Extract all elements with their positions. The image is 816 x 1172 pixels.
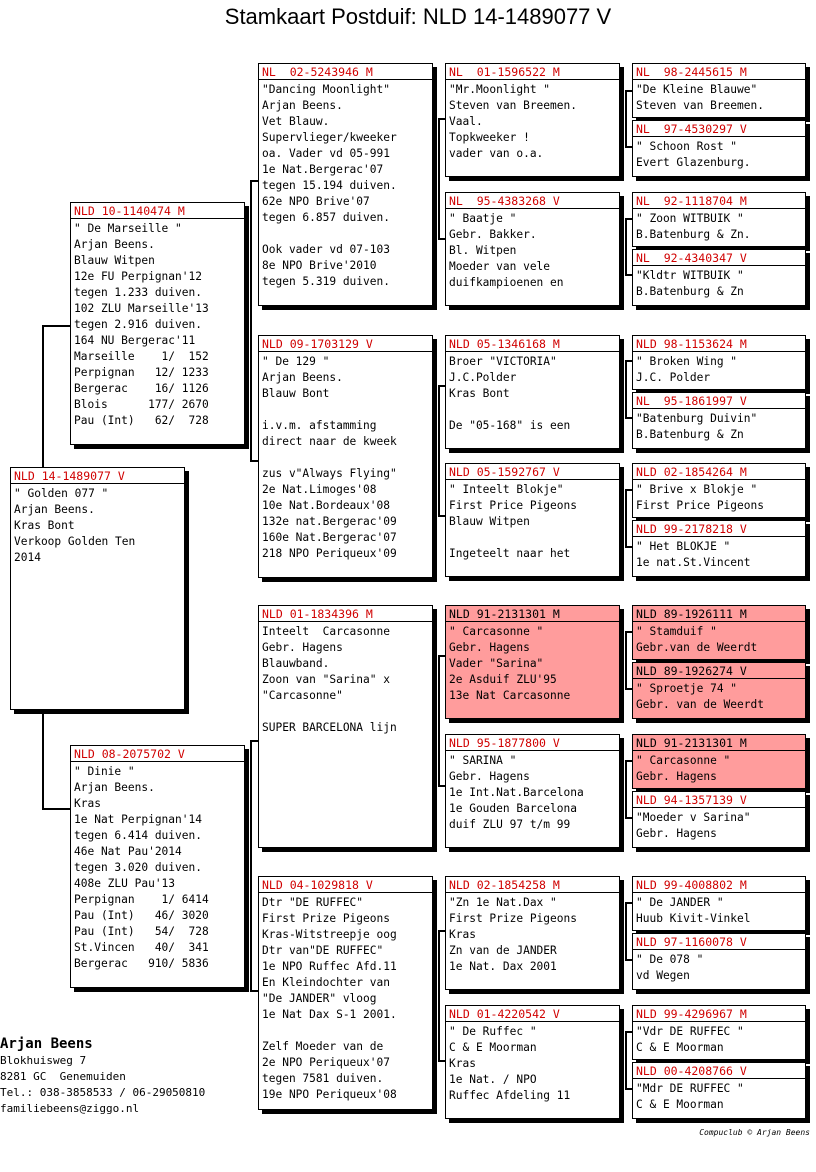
pigeon-details (633, 209, 805, 245)
owner-address-city: 8281 GC Genemuiden (0, 1070, 126, 1083)
pigeon-card-g16[interactable] (632, 1062, 806, 1119)
ring-number: NLD 01-4220542 V (446, 1006, 619, 1022)
detail-line: "De Kleine Blauwe" (636, 83, 758, 96)
detail-line: " De Ruffec " (449, 1025, 537, 1038)
detail-line: 2014 (14, 551, 41, 564)
detail-line: vader van o.a. (449, 147, 544, 160)
detail-line: 1e Gouden Barcelona (449, 802, 577, 815)
detail-line: "Dancing Moonlight" (262, 83, 390, 96)
detail-line (262, 402, 429, 418)
detail-line: B.Batenburg & Zn. (636, 228, 751, 241)
pigeon-details (259, 893, 432, 1105)
detail-line: " Carcasonne " (636, 754, 731, 767)
detail-line: " Inteelt Blokje" (449, 483, 564, 496)
detail-line: 1e Int.Nat.Barcelona (449, 786, 584, 799)
pigeon-details (259, 622, 432, 738)
detail-line: "Mdr DE RUFFEC " (636, 1082, 744, 1095)
detail-line: Evert Glazenburg. (636, 156, 751, 169)
pigeon-card-g2[interactable] (632, 120, 806, 177)
detail-line: " Schoon Rost " (636, 140, 738, 153)
pigeon-card-g12[interactable] (632, 791, 806, 848)
detail-line: " De JANDER " (636, 896, 724, 909)
pigeon-details (446, 480, 619, 564)
pigeon-details (633, 352, 805, 388)
detail-line: Marseille 1/ 152 (74, 350, 209, 363)
detail-line: " Golden 077 " (14, 487, 109, 500)
detail-line: Perpignan 12/ 1233 (74, 366, 209, 379)
pigeon-card-g5[interactable] (632, 335, 806, 390)
detail-line: Zoon van "Sarina" x (262, 673, 390, 686)
detail-line: First Price Pigeons (449, 499, 577, 512)
detail-line: Arjan Beens. (262, 99, 343, 112)
detail-line: 10e Nat.Bordeaux'08 (262, 499, 390, 512)
detail-line: "De JANDER" vloog (262, 992, 377, 1005)
ring-number: NLD 94-1357139 V (633, 792, 805, 808)
detail-line: Blauw Bont (262, 387, 330, 400)
pigeon-card-dds[interactable] (445, 876, 620, 990)
detail-line: Gebr. Hagens (636, 827, 717, 840)
detail-line: Bl. Witpen (449, 244, 517, 257)
detail-line: Steven van Breemen. (449, 99, 577, 112)
detail-line: tegen 7581 duiven. (262, 1072, 384, 1085)
detail-line: C & E Moorman (636, 1098, 724, 1111)
detail-line: 218 NPO Periqueux'09 (262, 547, 397, 560)
pigeon-card-ssd[interactable] (445, 192, 620, 306)
detail-line: Gebr. Hagens (636, 770, 717, 783)
detail-line: duif ZLU 97 t/m 99 (449, 818, 571, 831)
ring-number: NL 92-1118704 M (633, 193, 805, 209)
ring-number: NLD 05-1592767 V (446, 464, 619, 480)
detail-line: Gebr.van de Weerdt (636, 641, 758, 654)
detail-line: "Vdr DE RUFFEC " (636, 1025, 744, 1038)
detail-line: Inteelt Carcasonne (262, 625, 390, 638)
pigeon-details (446, 751, 619, 835)
pigeon-card-dam[interactable] (70, 745, 245, 988)
detail-line: Pau (Int) 62/ 728 (74, 414, 209, 427)
ring-number: NLD 91-2131301 M (446, 606, 619, 622)
ring-number: NLD 10-1140474 M (71, 203, 244, 219)
pigeon-details (71, 219, 244, 431)
connector-line (625, 360, 627, 417)
detail-line: "Batenburg Duivin" (636, 412, 758, 425)
detail-line: " Sproetje 74 " (636, 682, 738, 695)
pigeon-card-sire[interactable] (70, 202, 245, 445)
detail-line: 46e Nat Pau'2014 (74, 845, 182, 858)
pigeon-card-g6[interactable] (632, 392, 806, 449)
ring-number: NLD 14-1489077 V (11, 468, 184, 484)
pigeon-card-dsd[interactable] (445, 734, 620, 848)
pigeon-card-sire-sire[interactable] (258, 63, 433, 306)
detail-line: J.C.Polder (449, 371, 517, 384)
detail-line: 1e Nat Perpignan'14 (74, 813, 202, 826)
connector-line (42, 325, 44, 470)
connector-line (625, 489, 627, 546)
pigeon-details (633, 80, 805, 116)
pigeon-details (633, 1022, 805, 1058)
pigeon-card-g15[interactable] (632, 1005, 806, 1060)
detail-line: De "05-168" is een (449, 419, 571, 432)
pigeon-details (11, 484, 184, 568)
detail-line (262, 704, 429, 720)
pigeon-details (71, 762, 244, 974)
detail-line: En Kleindochter van (262, 976, 390, 989)
detail-line: 1e Nat.Bergerac'07 (262, 163, 384, 176)
detail-line: Moeder van vele (449, 260, 551, 273)
detail-line: 2e NPO Periqueux'07 (262, 1056, 390, 1069)
ring-number: NL 95-4383268 V (446, 193, 619, 209)
detail-line: Arjan Beens. (74, 781, 155, 794)
ring-number: NL 02-5243946 M (259, 64, 432, 80)
detail-line: Topkweeker ! (449, 131, 530, 144)
detail-line: Kras Bont (449, 387, 510, 400)
connector-line (42, 708, 44, 808)
detail-line: tegen 2.916 duiven. (74, 318, 202, 331)
pigeon-card-g14[interactable] (632, 933, 806, 990)
pigeon-card-g10[interactable] (632, 662, 806, 719)
page-title: Stamkaart Postduif: NLD 14-1489077 V (224, 4, 612, 29)
pigeon-details (446, 893, 619, 977)
detail-line: Kras (74, 797, 101, 810)
pigeon-details (633, 679, 805, 715)
detail-line: 102 ZLU Marseille'13 (74, 302, 209, 315)
ring-number: NLD 95-1877800 V (446, 735, 619, 751)
detail-line: 1e Nat. / NPO (449, 1073, 537, 1086)
detail-line: Vet Blauw. (262, 115, 330, 128)
owner-phone: Tel.: 038-3858533 / 06-29050810 (0, 1086, 206, 1099)
pigeon-details (633, 266, 805, 302)
detail-line: 19e NPO Periqueux'08 (262, 1088, 397, 1101)
detail-line: Dtr "DE RUFFEC" (262, 896, 364, 909)
detail-line (262, 226, 429, 242)
detail-line: Gebr. Bakker. (449, 228, 537, 241)
detail-line: Blauw Witpen (74, 254, 155, 267)
connector-line (625, 218, 627, 274)
detail-line: Supervlieger/kweeker (262, 131, 397, 144)
ring-number: NLD 89-1926111 M (633, 606, 805, 622)
detail-line: St.Vincen 40/ 341 (74, 941, 209, 954)
detail-line: tegen 5.319 duiven. (262, 275, 390, 288)
detail-line: Perpignan 1/ 6414 (74, 893, 209, 906)
detail-line: Arjan Beens. (74, 238, 155, 251)
connector-line (250, 180, 252, 460)
detail-line: "Moeder v Sarina" (636, 811, 751, 824)
detail-line: Blauwband. (262, 657, 330, 670)
detail-line: Vader "Sarina" (449, 657, 544, 670)
detail-line: First Prize Pigeons (262, 912, 390, 925)
detail-line: Ingeteelt naar het (449, 547, 571, 560)
connector-line (42, 325, 72, 327)
owner-info (0, 1035, 205, 1117)
pigeon-details (446, 622, 619, 706)
pigeon-details (633, 137, 805, 173)
detail-line: Ook vader vd 07-103 (262, 243, 390, 256)
detail-line: Gebr. Hagens (262, 641, 343, 654)
connector-line (625, 1031, 627, 1088)
detail-line: 62e NPO Brive'07 (262, 195, 370, 208)
ring-number: NLD 99-2178218 V (633, 521, 805, 537)
detail-line: " Broken Wing " (636, 355, 738, 368)
detail-line: Vaal. (449, 115, 483, 128)
pigeon-details (633, 537, 805, 573)
detail-line: duifkampioenen en (449, 276, 564, 289)
detail-line: Arjan Beens. (262, 371, 343, 384)
detail-line (262, 1023, 429, 1039)
pigeon-details (633, 1079, 805, 1115)
connector-line (438, 118, 440, 238)
detail-line: "Carcasonne" (262, 689, 343, 702)
pigeon-details (446, 80, 619, 164)
detail-line: Pau (Int) 54/ 728 (74, 925, 209, 938)
detail-line: Bergerac 910/ 5836 (74, 957, 209, 970)
detail-line: Arjan Beens. (14, 503, 95, 516)
detail-line: 2e Nat.Limoges'08 (262, 483, 377, 496)
owner-address-street: Blokhuisweg 7 (0, 1054, 87, 1067)
detail-line: Steven van Breemen. (636, 99, 764, 112)
pigeon-details (633, 751, 805, 787)
ring-number: NLD 91-2131301 M (633, 735, 805, 751)
detail-line: Kras Bont (14, 519, 75, 532)
ring-number: NLD 09-1703129 V (259, 336, 432, 352)
ring-number: NL 01-1596522 M (446, 64, 619, 80)
detail-line: Zelf Moeder van de (262, 1040, 384, 1053)
detail-line: "Zn 1e Nat.Dax " (449, 896, 557, 909)
detail-line: " Brive x Blokje " (636, 483, 758, 496)
pigeon-details (259, 80, 432, 292)
ring-number: NLD 89-1926274 V (633, 663, 805, 679)
pigeon-details (633, 808, 805, 844)
connector-line (438, 930, 440, 1060)
detail-line: 8e NPO Brive'2010 (262, 259, 377, 272)
connector-line (625, 760, 627, 817)
ring-number: NLD 02-1854258 M (446, 877, 619, 893)
detail-line: " De 078 " (636, 953, 704, 966)
detail-line: 12e FU Perpignan'12 (74, 270, 202, 283)
pigeon-card-sds[interactable] (445, 335, 620, 449)
detail-line (449, 402, 616, 418)
detail-line: Bergerac 16/ 1126 (74, 382, 209, 395)
detail-line: Dtr van"DE RUFFEC" (262, 944, 384, 957)
detail-line: J.C. Polder (636, 371, 711, 384)
detail-line: Pau (Int) 46/ 3020 (74, 909, 209, 922)
pigeon-card-g8[interactable] (632, 520, 806, 577)
connector-line (250, 740, 252, 990)
footer-credit: Compuclub © Arjan Beens (699, 1128, 810, 1137)
detail-line: tegen 6.414 duiven. (74, 829, 202, 842)
pigeon-card-dam-sire[interactable] (258, 605, 433, 848)
pigeon-card-subject[interactable] (10, 467, 185, 710)
detail-line (262, 450, 429, 466)
detail-line: direct naar de kweek (262, 435, 397, 448)
detail-line: Ruffec Afdeling 11 (449, 1089, 571, 1102)
connector-line (438, 655, 440, 785)
detail-line: 1e Nat. Dax 2001 (449, 960, 557, 973)
detail-line: B.Batenburg & Zn (636, 428, 744, 441)
pigeon-details (259, 352, 432, 564)
detail-line: " De Marseille " (74, 222, 182, 235)
ring-number: NLD 05-1346168 M (446, 336, 619, 352)
detail-line: Gebr. van de Weerdt (636, 698, 764, 711)
detail-line: Kras (449, 928, 476, 941)
pigeon-details (633, 480, 805, 516)
detail-line: vd Wegen (636, 969, 690, 982)
ring-number: NLD 99-4008802 M (633, 877, 805, 893)
ring-number: NL 97-4530297 V (633, 121, 805, 137)
pigeon-card-sdd[interactable] (445, 463, 620, 577)
pigeon-details (633, 893, 805, 929)
ring-number: NLD 08-2075702 V (71, 746, 244, 762)
pigeon-card-g13[interactable] (632, 876, 806, 931)
connector-line (625, 902, 627, 959)
pigeon-card-dss[interactable] (445, 605, 620, 719)
pigeon-details (633, 950, 805, 986)
ring-number: NLD 97-1160078 V (633, 934, 805, 950)
pigeon-card-g7[interactable] (632, 463, 806, 518)
ring-number: NL 92-4340347 V (633, 250, 805, 266)
detail-line: 160e Nat.Bergerac'07 (262, 531, 397, 544)
detail-line: " Stamduif " (636, 625, 717, 638)
detail-line: "Mr.Moonlight " (449, 83, 551, 96)
connector-line (625, 90, 627, 146)
connector-line (438, 385, 440, 515)
detail-line: Verkoop Golden Ten (14, 535, 136, 548)
ring-number: NLD 99-4296967 M (633, 1006, 805, 1022)
detail-line (449, 530, 616, 546)
pigeon-card-ddd[interactable] (445, 1005, 620, 1119)
pigeon-details (633, 622, 805, 658)
pigeon-details (446, 352, 619, 436)
detail-line: C & E Moorman (449, 1041, 537, 1054)
detail-line: B.Batenburg & Zn (636, 285, 744, 298)
pigeon-card-dam-dam[interactable] (258, 876, 433, 1110)
pigeon-card-g1[interactable] (632, 63, 806, 118)
detail-line: 164 NU Bergerac'11 (74, 334, 196, 347)
detail-line: First Prize Pigeons (449, 912, 577, 925)
detail-line: 132e nat.Bergerac'09 (262, 515, 397, 528)
detail-line: 1e NPO Ruffec Afd.11 (262, 960, 397, 973)
detail-line: First Price Pigeons (636, 499, 764, 512)
ring-number: NLD 04-1029818 V (259, 877, 432, 893)
detail-line: Blauw Witpen (449, 515, 530, 528)
pigeon-card-g4[interactable] (632, 249, 806, 306)
ring-number: NLD 00-4208766 V (633, 1063, 805, 1079)
connector-line (625, 631, 627, 688)
detail-line: 13e Nat Carcasonne (449, 689, 571, 702)
detail-line: Gebr. Hagens (449, 641, 530, 654)
detail-line: tegen 6.857 duiven. (262, 211, 390, 224)
detail-line: Kras-Witstreepje oog (262, 928, 397, 941)
detail-line: zus v"Always Flying" (262, 467, 397, 480)
ring-number: NLD 98-1153624 M (633, 336, 805, 352)
detail-line: Gebr. Hagens (449, 770, 530, 783)
detail-line: "Kldtr WITBUIK " (636, 269, 744, 282)
detail-line: Broer "VICTORIA" (449, 355, 557, 368)
pigeon-card-sire-dam[interactable] (258, 335, 433, 578)
detail-line: 408e ZLU Pau'13 (74, 877, 176, 890)
detail-line: " Carcasonne " (449, 625, 544, 638)
detail-line: oa. Vader vd 05-991 (262, 147, 390, 160)
detail-line: C & E Moorman (636, 1041, 724, 1054)
detail-line: " De 129 " (262, 355, 330, 368)
ring-number: NLD 02-1854264 M (633, 464, 805, 480)
pigeon-card-g11[interactable] (632, 734, 806, 789)
detail-line: 2e Asduif ZLU'95 (449, 673, 557, 686)
owner-name: Arjan Beens (0, 1036, 93, 1052)
detail-line: Huub Kivit-Vinkel (636, 912, 751, 925)
detail-line: 1e nat.St.Vincent (636, 556, 751, 569)
pigeon-card-g9[interactable] (632, 605, 806, 660)
connector-line (42, 808, 72, 810)
detail-line: Kras (449, 1057, 476, 1070)
ring-number: NLD 01-1834396 M (259, 606, 432, 622)
ring-number: NL 98-2445615 M (633, 64, 805, 80)
detail-line: " Baatje " (449, 212, 517, 225)
pigeon-details (446, 209, 619, 293)
ring-number: NL 95-1861997 V (633, 393, 805, 409)
detail-line: SUPER BARCELONA lijn (262, 721, 397, 734)
detail-line: " Dinie " (74, 765, 135, 778)
detail-line: Blois 177/ 2670 (74, 398, 209, 411)
pigeon-card-sss[interactable] (445, 63, 620, 177)
pigeon-card-g3[interactable] (632, 192, 806, 247)
detail-line: tegen 3.020 duiven. (74, 861, 202, 874)
detail-line: Zn van de JANDER (449, 944, 557, 957)
detail-line: " Het BLOKJE " (636, 540, 731, 553)
detail-line: i.v.m. afstamming (262, 419, 377, 432)
owner-email: familiebeens@ziggo.nl (0, 1102, 140, 1115)
detail-line: " SARINA " (449, 754, 517, 767)
detail-line: 1e Nat Dax S-1 2001. (262, 1008, 397, 1021)
pigeon-details (446, 1022, 619, 1106)
detail-line: " Zoon WITBUIK " (636, 212, 744, 225)
detail-line: tegen 1.233 duiven. (74, 286, 202, 299)
pigeon-details (633, 409, 805, 445)
detail-line: tegen 15.194 duiven. (262, 179, 397, 192)
